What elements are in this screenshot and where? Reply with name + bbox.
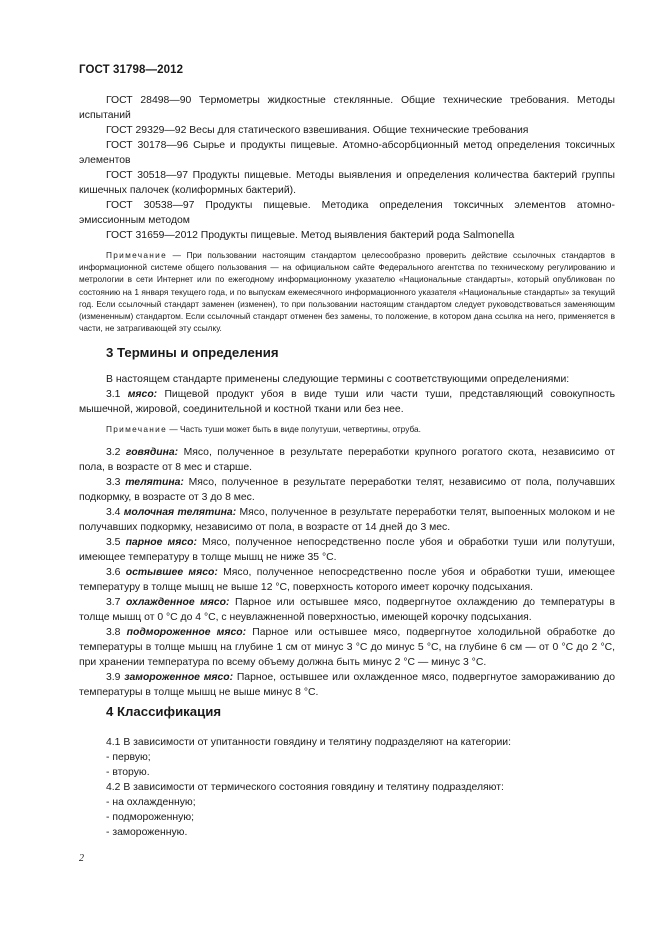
section-3-intro: В настоящем стандарте применены следующие термины с соответствующими определениями: [106,374,570,385]
running-header: ГОСТ 31798—2012 [79,64,184,76]
ref-item: ГОСТ 30538—97 Продукты пищевые. Методика определения токсичных элементов атомно-эмиссионным методом [79,200,615,226]
term-3-1: 3.1 мясо: Пищевой продукт убоя в виде туши или части туши, представляющий совокупность мышечной, жировой, соединительной и костной ткани или без нее. [79,389,615,415]
section-3-title: 3 Термины и определения [106,345,279,360]
list-item: - на охлажденную; [106,797,196,808]
term-3-4: 3.4 молочная телятина: Мясо, полученное в результате переработки телят, выпоенных молоком и не получавших подкормку, независимо от пола, в возрасте от 14 дней до 3 мес. [79,507,616,534]
term-3-3: 3.3 телятина: Мясо, полученное в результате переработки телят, независимо от пола, получавших подкормку, в возрасте от 3 до 8 мес. [79,477,616,504]
term-3-5: 3.5 парное мясо: Мясо, полученное непосредственно после убоя и обработки туши или полутуши, имеющее температуру в толще мышц не ниже 35 °С. [79,537,616,564]
note-term-3-1: Примечание — Часть туши может быть в виде полутуши, четвертины, отруба. [106,424,421,434]
list-item: - подмороженную; [106,812,195,823]
term-3-8: 3.8 подмороженное мясо: Парное или остывшее мясо, подвергнутое холодильной обработке до температуры в толще мышц на глубине 1 см от минус 3 °С до минус 5 °С, на глубине 6 см — от 0 °С до 2 °С, при хранении температура по всему объему должна быть минус 2 °С — минус 3 °С. [79,627,615,669]
term-3-9: 3.9 замороженное мясо: Парное, остывшее или охлажденное мясо, подвергнутое замораживанию до температуры в толще мышц не выше минус 8 °С. [79,672,615,699]
term-3-7: 3.7 охлажденное мясо: Парное или остывшее мясо, подвергнутое охлаждению до температуры в толще мышц от 0 °С до 4 °С, с неувлажненной поверхностью, имеющей корочку подсыхания. [79,597,616,624]
ref-item: ГОСТ 30178—96 Сырье и продукты пищевые. Атомно-абсорбционный метод определения токсичных элементов [79,140,615,166]
list-item: - вторую. [106,767,150,778]
section-3 [79,344,615,700]
list-item: - первую; [106,752,151,763]
section-4-title: 4 Классификация [106,704,222,719]
note-label: Примечание [106,250,168,260]
list-item: - замороженную. [106,827,188,838]
section-4 [79,703,615,840]
page-number: 2 [79,853,84,864]
references-block [79,93,615,334]
ref-item: ГОСТ 29329—92 Весы для статического взвешивания. Общие технические требования [106,125,529,136]
term-3-6: 3.6 остывшее мясо: Мясо, полученное непосредственно после убоя и обработки туши, имеющее температуру в толще мышц не выше 12 °С, поверхность которого имеет корочку подсыхания. [79,567,615,594]
clause-4-2: 4.2 В зависимости от термического состояния говядину и телятину подразделяют: [106,782,504,793]
note-text: — При пользовании настоящим стандартом целесообразно проверить действие ссылочных стандартов в информационной системе общего пользования — на официальном сайте Федерального агентства по техническому регулированию и метрологии в сети Интернет или по ежегодному информационному указателю «Национальные стандарты», который опубликован по состоянию на 1 января текущего года, и по выпускам ежемесячного информационного указателя «Национальные стандарты» за текущий год. Если ссылочный стандарт заменен (изменен), то при пользовании настоящим стандартом следует руководствоваться заменяющим (измененным) стандартом. Если ссылочный стандарт отменен без замены, то положение, в котором дана ссылка на него, применяется в части, не затрагивающей эту ссылку. [79,250,615,334]
ref-item: ГОСТ 31659—2012 Продукты пищевые. Метод выявления бактерий рода Salmonella [106,230,515,241]
ref-item: ГОСТ 30518—97 Продукты пищевые. Методы выявления и определения количества бактерий группы кишечных палочек (колиформных бактерий). [79,170,615,196]
term-3-2: 3.2 говядина: Мясо, полученное в результате переработки крупного рогатого скота, независимо от пола, в возрасте от 8 мес и старше. [79,447,615,474]
note-references [79,249,615,334]
ref-item: ГОСТ 28498—90 Термометры жидкостные стеклянные. Общие технические требования. Методы испытаний [79,95,615,121]
clause-4-1: 4.1 В зависимости от упитанности говядину и телятину подразделяют на категории: [106,737,511,748]
